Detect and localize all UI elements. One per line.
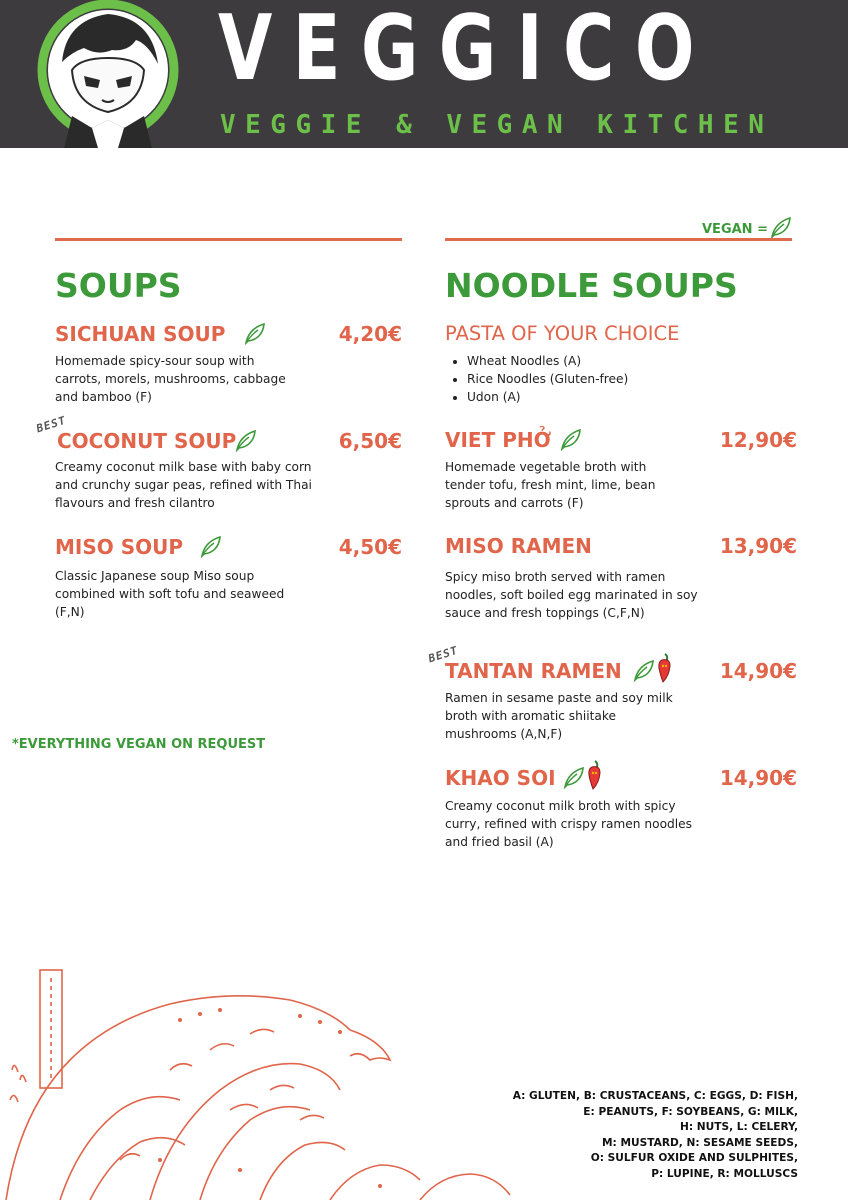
list-item: • Wheat Noodles (A) bbox=[467, 352, 628, 370]
brand-tagline: VEGGIE & VEGAN KITCHEN bbox=[220, 110, 774, 140]
vegan-on-request-note: *EVERYTHING VEGAN ON REQUEST bbox=[12, 737, 266, 752]
vegan-leaf-icon bbox=[198, 534, 222, 558]
menu-item-price: 14,90€ bbox=[719, 766, 797, 790]
menu-item-price: 14,90€ bbox=[719, 659, 797, 683]
noodle-soups-title: NOODLE SOUPS bbox=[445, 266, 738, 305]
great-wave-illustration bbox=[0, 960, 560, 1200]
vegan-legend bbox=[702, 222, 768, 237]
vegan-leaf-icon bbox=[768, 215, 792, 239]
allergen-legend bbox=[498, 1089, 798, 1182]
best-badge: BEST bbox=[426, 643, 460, 666]
menu-item-name: MISO SOUP bbox=[55, 535, 184, 559]
pasta-options-list bbox=[445, 352, 628, 406]
menu-item-description: Ramen in sesame paste and soy milk broth with aromatic shiitake mushrooms (A,N,F) bbox=[445, 691, 673, 741]
menu-item-name: MISO RAMEN bbox=[445, 534, 592, 558]
chili-pepper-icon bbox=[584, 759, 606, 791]
vegan-leaf-icon bbox=[631, 658, 655, 682]
list-item: • Rice Noodles (Gluten-free) bbox=[467, 370, 628, 388]
menu-item-description: Creamy coconut milk base with baby corn and crunchy sugar peas, refined with Thai flavours and fresh cilantro bbox=[55, 460, 312, 510]
vegan-leaf-icon bbox=[558, 427, 582, 451]
allergen-line: A: GLUTEN, B: CRUSTACEANS, C: EGGS, D: FISH, bbox=[512, 1090, 798, 1102]
pasta-choice-heading: PASTA OF YOUR CHOICE bbox=[445, 322, 680, 345]
menu-item-description: Creamy coconut milk broth with spicy curry, refined with crispy ramen noodles and fried basil (A) bbox=[445, 799, 692, 849]
vegan-legend-label: VEGAN = bbox=[702, 222, 768, 237]
menu-item-price: 13,90€ bbox=[719, 534, 797, 558]
menu-item-price: 4,20€ bbox=[338, 322, 402, 346]
menu-item-price: 12,90€ bbox=[719, 428, 797, 452]
menu-item-name: COCONUT SOUP bbox=[57, 429, 237, 453]
anime-character-logo bbox=[32, 0, 184, 148]
divider-soups bbox=[55, 238, 402, 241]
brand-name: VEGGICO bbox=[218, 0, 715, 101]
allergen-line: H: NUTS, L: CELERY, bbox=[679, 1121, 798, 1133]
menu-item-description: Homemade spicy-sour soup with carrots, morels, mushrooms, cabbage and bamboo (F) bbox=[55, 354, 286, 404]
best-badge: BEST bbox=[34, 413, 68, 436]
menu-item-name: SICHUAN SOUP bbox=[55, 322, 226, 346]
menu-item-description: Spicy miso broth served with ramen noodles, soft boiled egg marinated in soy sauce and fresh toppings (C,F,N) bbox=[445, 570, 698, 620]
chili-pepper-icon bbox=[654, 652, 676, 684]
soups-title: SOUPS bbox=[55, 266, 182, 305]
menu-item-description: Homemade vegetable broth with tender tofu, fresh mint, lime, bean sprouts and carrots (F) bbox=[445, 460, 656, 510]
menu-item-price: 4,50€ bbox=[338, 535, 402, 559]
menu-item-name: TANTAN RAMEN bbox=[445, 659, 622, 683]
menu-item-name: VIET PHỞ bbox=[445, 428, 552, 452]
menu-item-description: Classic Japanese soup Miso soup combined with soft tofu and seaweed (F,N) bbox=[55, 569, 285, 619]
vegan-leaf-icon bbox=[561, 765, 585, 789]
menu-item-price: 6,50€ bbox=[338, 429, 402, 453]
menu-item-name: KHAO SOI bbox=[445, 766, 556, 790]
divider-noodles bbox=[445, 238, 792, 241]
page-header bbox=[0, 0, 848, 148]
vegan-leaf-icon bbox=[233, 428, 257, 452]
list-item: • Udon (A) bbox=[467, 388, 628, 406]
vegan-leaf-icon bbox=[242, 321, 266, 345]
allergen-line: E: PEANUTS, F: SOYBEANS, G: MILK, bbox=[583, 1105, 798, 1118]
allergen-line: O: SULFUR OXIDE AND SULPHITES, bbox=[590, 1152, 798, 1164]
allergen-line: P: LUPINE, R: MOLLUSCS bbox=[651, 1167, 798, 1180]
allergen-line: M: MUSTARD, N: SESAME SEEDS, bbox=[601, 1136, 798, 1149]
